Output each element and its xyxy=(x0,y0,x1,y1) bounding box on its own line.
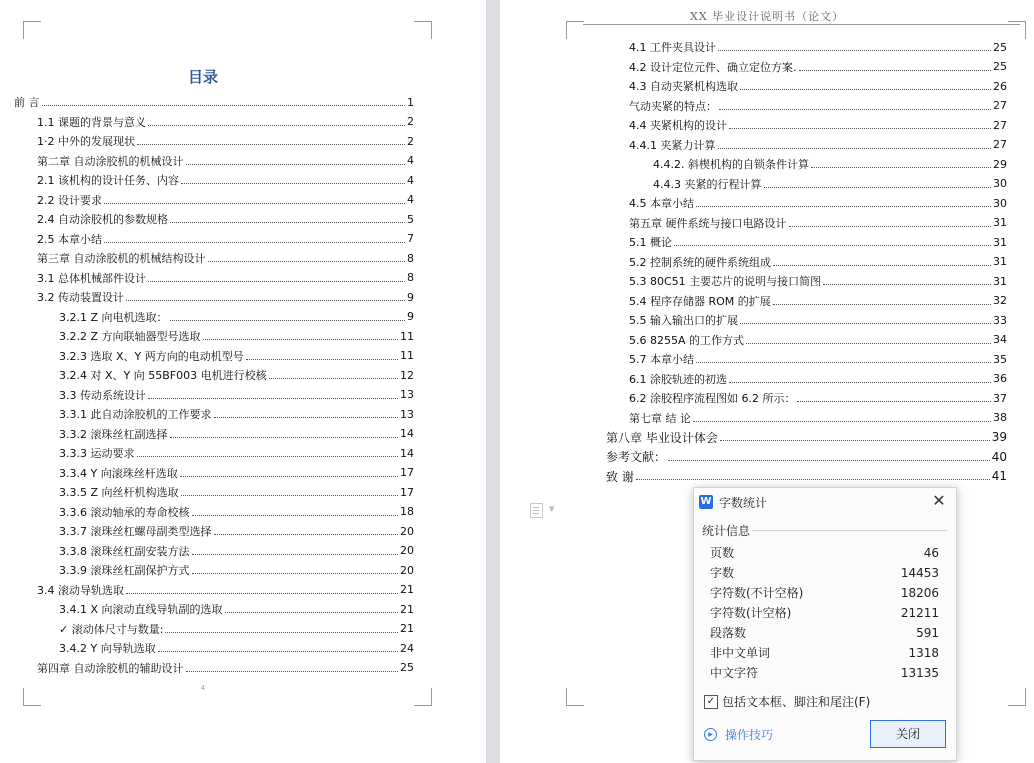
crop-mark xyxy=(23,688,41,706)
toc-entry-page: 31 xyxy=(993,235,1007,249)
toc-entry-page: 4 xyxy=(407,193,414,207)
toc-entry[interactable] xyxy=(37,249,414,269)
toc-entry-text: 4.2 设计定位元件、确立定位方案. xyxy=(629,60,797,74)
toc-entry[interactable] xyxy=(606,467,1007,487)
toc-entry[interactable] xyxy=(629,369,1007,389)
toc-entry-text: 第七章 结 论 xyxy=(629,411,691,425)
stat-value: 14453 xyxy=(900,566,939,580)
toc-entry-text: 4.4.1 夹紧力计算 xyxy=(629,138,716,152)
toc-entry-page: 30 xyxy=(993,196,1007,210)
toc-entry-text: 3.3.7 滚珠丝杠螺母副类型选择 xyxy=(59,525,212,539)
page-header: XX 毕业设计说明书（论文） xyxy=(690,10,845,23)
toc-entry-page: 38 xyxy=(993,411,1007,425)
page-gutter xyxy=(486,0,500,763)
toc-entry-text: 3.2 传动装置设计 xyxy=(37,291,124,305)
toc-entry[interactable] xyxy=(59,463,414,483)
toc-leader xyxy=(42,98,406,106)
toc-entry-text: 4.4.2. 斜楔机构的自锁条件计算 xyxy=(653,158,809,172)
toc-entry[interactable] xyxy=(629,96,1007,116)
close-icon[interactable]: ✕ xyxy=(932,491,946,510)
toc-entry-text: 3.3.6 滚动轴承的寿命校核 xyxy=(59,505,190,519)
toc-leader xyxy=(170,215,405,223)
toc-entry[interactable] xyxy=(59,346,414,366)
crop-mark xyxy=(23,21,41,39)
checkbox-label[interactable]: 包括文本框、脚注和尾注(F) xyxy=(722,695,871,709)
crop-mark xyxy=(414,21,432,39)
toc-entry-page: 41 xyxy=(991,469,1007,484)
toc-entry-page: 18 xyxy=(400,505,414,519)
toc-entry-page: 12 xyxy=(400,368,414,382)
stat-row xyxy=(710,663,939,683)
toc-entry-page: 25 xyxy=(993,40,1007,54)
toc-entry-text: 4.3 自动夹紧机构选取 xyxy=(629,80,738,94)
toc-entry-page: 35 xyxy=(993,352,1007,366)
toc-entry-text: 3.1 总体机械部件设计 xyxy=(37,271,146,285)
toc-entry-text: ✓ 滚动体尺寸与数量: xyxy=(59,622,164,636)
toc-leader xyxy=(203,332,398,340)
stat-label: 段落数 xyxy=(710,626,747,640)
toc-entry-page: 32 xyxy=(993,294,1007,308)
toc-entry-page: 36 xyxy=(993,372,1007,386)
toc-entry[interactable] xyxy=(37,190,414,210)
toc-entry[interactable] xyxy=(37,288,414,308)
toc-entry-text: 6.1 涂胶轨迹的初选 xyxy=(629,372,727,386)
toc-entry-page: 27 xyxy=(993,118,1007,132)
toc-entry-page: 14 xyxy=(400,427,414,441)
toc-entry[interactable] xyxy=(59,405,414,425)
crop-mark xyxy=(1008,688,1026,706)
toc-entry[interactable] xyxy=(629,213,1007,233)
toc-entry-page: 4 xyxy=(407,173,414,187)
stat-value: 46 xyxy=(923,546,939,560)
toc-entry-text: 3.3.4 Y 向滚珠丝杆选取 xyxy=(59,466,178,480)
toc-leader xyxy=(137,449,399,457)
toc-entry-text: 5.3 80C51 主要芯片的说明与接口简图 xyxy=(629,275,822,289)
toc-entry-page: 37 xyxy=(993,391,1007,405)
toc-leader xyxy=(729,375,991,383)
toc-leader xyxy=(181,488,398,496)
toc-leader xyxy=(192,508,399,516)
stat-value: 591 xyxy=(916,626,939,640)
toc-leader xyxy=(746,336,991,344)
stat-row xyxy=(710,623,939,643)
toc-entry[interactable] xyxy=(629,194,1007,214)
toc-leader xyxy=(126,586,398,594)
stat-row xyxy=(710,643,939,663)
stat-row xyxy=(710,543,939,563)
toc-entry-text: 气动夹紧的特点： xyxy=(629,99,717,113)
toc-entry-text: 第二章 自动涂胶机的机械设计 xyxy=(37,154,184,168)
toc-entry-page: 8 xyxy=(407,271,414,285)
toc-leader xyxy=(729,121,991,129)
toc-entry-text: 3.2.2 Z 方向联轴器型号选取 xyxy=(59,330,201,344)
toc-entry-page: 20 xyxy=(400,544,414,558)
toc-entry-page: 21 xyxy=(400,602,414,616)
toc-entry-page: 26 xyxy=(993,79,1007,93)
toc-entry-text: 4.4 夹紧机构的设计 xyxy=(629,119,727,133)
toc-entry-text: 第四章 自动涂胶机的辅助设计 xyxy=(37,661,184,675)
toc-entry-page: 31 xyxy=(993,274,1007,288)
toc-entry[interactable] xyxy=(629,408,1007,428)
toc-entry[interactable] xyxy=(59,483,414,503)
toc-leader xyxy=(214,410,399,418)
toc-entry[interactable] xyxy=(629,291,1007,311)
toc-entry[interactable] xyxy=(37,210,414,230)
toc-leader xyxy=(718,141,992,149)
toc-entry-page: 27 xyxy=(993,99,1007,113)
toc-entry-page: 13 xyxy=(400,388,414,402)
toc-leader xyxy=(170,430,399,438)
toc-entry-text: 参考文献： xyxy=(606,450,667,465)
stat-row xyxy=(710,583,939,603)
dialog-title: 字数统计 xyxy=(719,496,768,510)
toc-entry-page: 40 xyxy=(991,449,1007,464)
toc-entry-page: 21 xyxy=(400,622,414,636)
toc-entry-page: 17 xyxy=(400,466,414,480)
toc-entry-page: 29 xyxy=(993,157,1007,171)
toc-leader xyxy=(693,414,991,422)
stat-value: 18206 xyxy=(900,586,939,600)
toc-entry[interactable] xyxy=(59,600,414,620)
toc-entry-page: 8 xyxy=(407,251,414,265)
toc-entry-text: 2.2 设计要求 xyxy=(37,193,102,207)
toc-entry[interactable] xyxy=(37,229,414,249)
toc-leader xyxy=(225,605,398,613)
toc-entry[interactable] xyxy=(37,580,414,600)
header-rule xyxy=(583,24,1020,25)
chevron-down-icon[interactable]: ▼ xyxy=(549,505,555,513)
toc-leader xyxy=(674,238,991,246)
toc-entry[interactable] xyxy=(37,658,414,678)
toc-entry[interactable] xyxy=(14,93,414,113)
toc-leader xyxy=(823,277,991,285)
stat-row xyxy=(710,603,939,623)
toc-leader xyxy=(192,547,399,555)
toc-entry-page: 2 xyxy=(407,115,414,129)
toc-leader xyxy=(186,664,399,672)
toc-entry[interactable] xyxy=(653,155,1007,175)
toc-entry-page: 31 xyxy=(993,255,1007,269)
toc-entry-text: 3.2.1 Z 向电机选取： xyxy=(59,310,168,324)
toc-leader xyxy=(170,313,405,321)
toc-entry-text: 致 谢 xyxy=(606,469,634,484)
toc-entry-text: 3.3 传动系统设计 xyxy=(59,388,146,402)
toc-leader xyxy=(720,433,990,441)
toc-entry-page: 33 xyxy=(993,313,1007,327)
toc-entry[interactable] xyxy=(629,57,1007,77)
toc-entry[interactable] xyxy=(629,350,1007,370)
toc-entry-page: 20 xyxy=(400,524,414,538)
toc-leader xyxy=(246,352,398,360)
toc-leader xyxy=(165,625,398,633)
toc-leader xyxy=(797,394,991,402)
toc-entry-text: 4.1 工件夹具设计 xyxy=(629,41,716,55)
toc-entry[interactable] xyxy=(59,522,414,542)
toc-entry[interactable] xyxy=(59,502,414,522)
toc-entry[interactable] xyxy=(629,233,1007,253)
toc-leader xyxy=(186,157,406,165)
toc-entry-page: 24 xyxy=(400,641,414,655)
toc-entry-text: 5.1 概论 xyxy=(629,236,672,250)
toc-leader xyxy=(214,527,399,535)
toc-entry-text: 3.3.1 此自动涂胶机的工作要求 xyxy=(59,408,212,422)
toc-entry-text: 2.1 该机构的设计任务、内容 xyxy=(37,174,179,188)
toc-entry-page: 34 xyxy=(993,333,1007,347)
toc-entry-page: 21 xyxy=(400,583,414,597)
toc-entry-text: 3.4.1 X 向滚动直线导轨副的选取 xyxy=(59,603,223,617)
toc-leader xyxy=(668,453,990,461)
toc-entry[interactable] xyxy=(59,541,414,561)
toc-entry[interactable] xyxy=(59,639,414,659)
tips-link[interactable]: 操作技巧 xyxy=(725,728,774,742)
toc-entry-text: 1.1 课题的背景与意义 xyxy=(37,115,146,129)
toc-entry-page: 25 xyxy=(993,60,1007,74)
toc-entry-text: 5.4 程序存储器 ROM 的扩展 xyxy=(629,294,771,308)
toc-leader xyxy=(104,196,405,204)
toc-entry[interactable] xyxy=(59,619,414,639)
toc-leader xyxy=(773,258,991,266)
toc-entry-text: 2.4 自动涂胶机的参数规格 xyxy=(37,213,168,227)
toc-entry[interactable] xyxy=(37,112,414,132)
toc-entry-text: 3.3.8 滚珠丝杠副安装方法 xyxy=(59,544,190,558)
toc-entry-page: 17 xyxy=(400,485,414,499)
toc-entry-page: 11 xyxy=(400,349,414,363)
toc-entry-page: 25 xyxy=(400,661,414,675)
toc-entry-text: 2.5 本章小结 xyxy=(37,232,102,246)
toc-leader xyxy=(180,469,398,477)
toc-leader xyxy=(719,102,991,110)
stat-row xyxy=(710,563,939,583)
toc-entry-text: 3.3.3 运动要求 xyxy=(59,447,135,461)
document-icon[interactable] xyxy=(530,503,543,518)
word-count-dialog xyxy=(693,487,957,761)
toc-entry-page: 5 xyxy=(407,212,414,226)
stat-value: 21211 xyxy=(900,606,939,620)
close-button[interactable]: 关闭 xyxy=(870,720,946,748)
toc-entry[interactable] xyxy=(629,38,1007,58)
toc-leader xyxy=(696,199,991,207)
toc-entry[interactable] xyxy=(629,77,1007,97)
play-circle-icon[interactable]: ▶ xyxy=(704,728,717,741)
toc-entry[interactable] xyxy=(629,272,1007,292)
toc-title: 目录 xyxy=(187,68,218,86)
toc-entry[interactable] xyxy=(59,385,414,405)
section-title: 统计信息 xyxy=(702,524,751,538)
toc-entry-page: 4 xyxy=(407,154,414,168)
toc-entry-text: 5.6 8255A 的工作方式 xyxy=(629,333,745,347)
toc-entry[interactable] xyxy=(37,268,414,288)
toc-entry-page: 2 xyxy=(407,134,414,148)
crop-mark xyxy=(414,688,432,706)
dialog-titlebar[interactable] xyxy=(694,488,956,516)
toc-entry-text: 第三章 自动涂胶机的机械结构设计 xyxy=(37,252,206,266)
toc-entry[interactable] xyxy=(629,311,1007,331)
toc-entry[interactable] xyxy=(59,444,414,464)
toc-entry-text: 第八章 毕业设计体会 xyxy=(606,430,718,445)
crop-mark xyxy=(566,688,584,706)
toc-leader xyxy=(208,254,406,262)
toc-leader xyxy=(764,180,992,188)
toc-leader xyxy=(148,391,398,399)
toc-entry-text: 3.2.4 对 X、Y 向 55BF003 电机进行校核 xyxy=(59,369,267,383)
toc-leader xyxy=(740,316,991,324)
toc-entry[interactable] xyxy=(606,447,1007,467)
toc-leader xyxy=(740,82,991,90)
document-page-left xyxy=(0,0,486,763)
toc-entry[interactable] xyxy=(629,330,1007,350)
toc-entry-page: 30 xyxy=(993,177,1007,191)
toc-leader xyxy=(137,137,405,145)
toc-leader xyxy=(181,176,405,184)
toc-leader xyxy=(148,118,405,126)
toc-entry-text: 3.4.2 Y 向导轨选取 xyxy=(59,642,156,656)
toc-entry-page: 31 xyxy=(993,216,1007,230)
toc-entry-page: 27 xyxy=(993,138,1007,152)
crop-mark xyxy=(566,21,584,39)
toc-entry[interactable] xyxy=(59,366,414,386)
toc-entry-text: 前 言 xyxy=(14,96,40,110)
toc-entry-text: 4.5 本章小结 xyxy=(629,197,694,211)
toc-entry-text: 4.4.3 夹紧的行程计算 xyxy=(653,177,762,191)
toc-entry-page: 20 xyxy=(400,563,414,577)
toc-entry-page: 7 xyxy=(407,232,414,246)
toc-entry[interactable] xyxy=(59,424,414,444)
toc-entry[interactable] xyxy=(629,116,1007,136)
toc-leader xyxy=(773,297,991,305)
toc-entry-text: 3.3.9 滚珠丝杠副保护方式 xyxy=(59,564,190,578)
app-logo-icon: W xyxy=(700,496,712,507)
toc-entry[interactable] xyxy=(653,174,1007,194)
toc-leader xyxy=(126,293,405,301)
stat-label: 页数 xyxy=(710,546,735,560)
toc-leader xyxy=(104,235,405,243)
toc-entry[interactable] xyxy=(59,307,414,327)
toc-leader xyxy=(718,43,991,51)
toc-entry-text: 5.5 输入输出口的扩展 xyxy=(629,314,738,328)
toc-entry-text: 6.2 涂胶程序流程图如 6.2 所示： xyxy=(629,392,796,406)
stat-label: 非中文单词 xyxy=(710,646,771,660)
toc-entry-text: 3.4 滚动导轨选取 xyxy=(37,583,124,597)
toc-entry-text: 1·2 中外的发展现状 xyxy=(37,135,135,149)
toc-leader xyxy=(158,644,398,652)
toc-entry[interactable] xyxy=(629,252,1007,272)
toc-leader xyxy=(269,371,398,379)
toc-leader xyxy=(696,355,991,363)
toc-leader xyxy=(192,566,399,574)
toc-entry[interactable] xyxy=(59,561,414,581)
toc-leader xyxy=(148,274,405,282)
toc-entry[interactable] xyxy=(37,132,414,152)
toc-entry[interactable] xyxy=(37,151,414,171)
toc-entry-text: 3.2.3 选取 X、Y 两方向的电动机型号 xyxy=(59,349,244,363)
toc-entry-page: 9 xyxy=(407,310,414,324)
section-divider xyxy=(752,530,947,531)
stat-value: 13135 xyxy=(900,666,939,680)
toc-entry[interactable] xyxy=(629,135,1007,155)
stat-label: 字数 xyxy=(710,566,735,580)
toc-entry[interactable] xyxy=(606,428,1007,448)
toc-entry-text: 5.2 控制系统的硬件系统组成 xyxy=(629,255,771,269)
stat-value: 1318 xyxy=(908,646,939,660)
toc-entry[interactable] xyxy=(59,327,414,347)
toc-entry-page: 1 xyxy=(407,95,414,109)
toc-leader xyxy=(799,63,992,71)
stat-label: 字符数(不计空格) xyxy=(710,586,804,600)
include-textbox-checkbox[interactable]: ✓ xyxy=(704,695,718,709)
toc-entry[interactable] xyxy=(37,171,414,191)
toc-entry-page: 14 xyxy=(400,446,414,460)
toc-entry-page: 9 xyxy=(407,290,414,304)
toc-entry-page: 39 xyxy=(991,430,1007,445)
stat-label: 中文字符 xyxy=(710,666,759,680)
page-number: 4 xyxy=(200,684,206,692)
toc-leader xyxy=(636,472,990,480)
toc-leader xyxy=(811,160,991,168)
toc-leader xyxy=(789,219,992,227)
toc-entry[interactable] xyxy=(629,389,1007,409)
toc-entry-text: 第五章 硬件系统与接口电路设计 xyxy=(629,216,787,230)
toc-entry-text: 5.7 本章小结 xyxy=(629,353,694,367)
toc-entry-text: 3.3.5 Z 向丝杆机构选取 xyxy=(59,486,179,500)
toc-entry-page: 11 xyxy=(400,329,414,343)
stat-label: 字符数(计空格) xyxy=(710,606,792,620)
toc-entry-page: 13 xyxy=(400,407,414,421)
toc-entry-text: 3.3.2 滚珠丝杠副选择 xyxy=(59,427,168,441)
